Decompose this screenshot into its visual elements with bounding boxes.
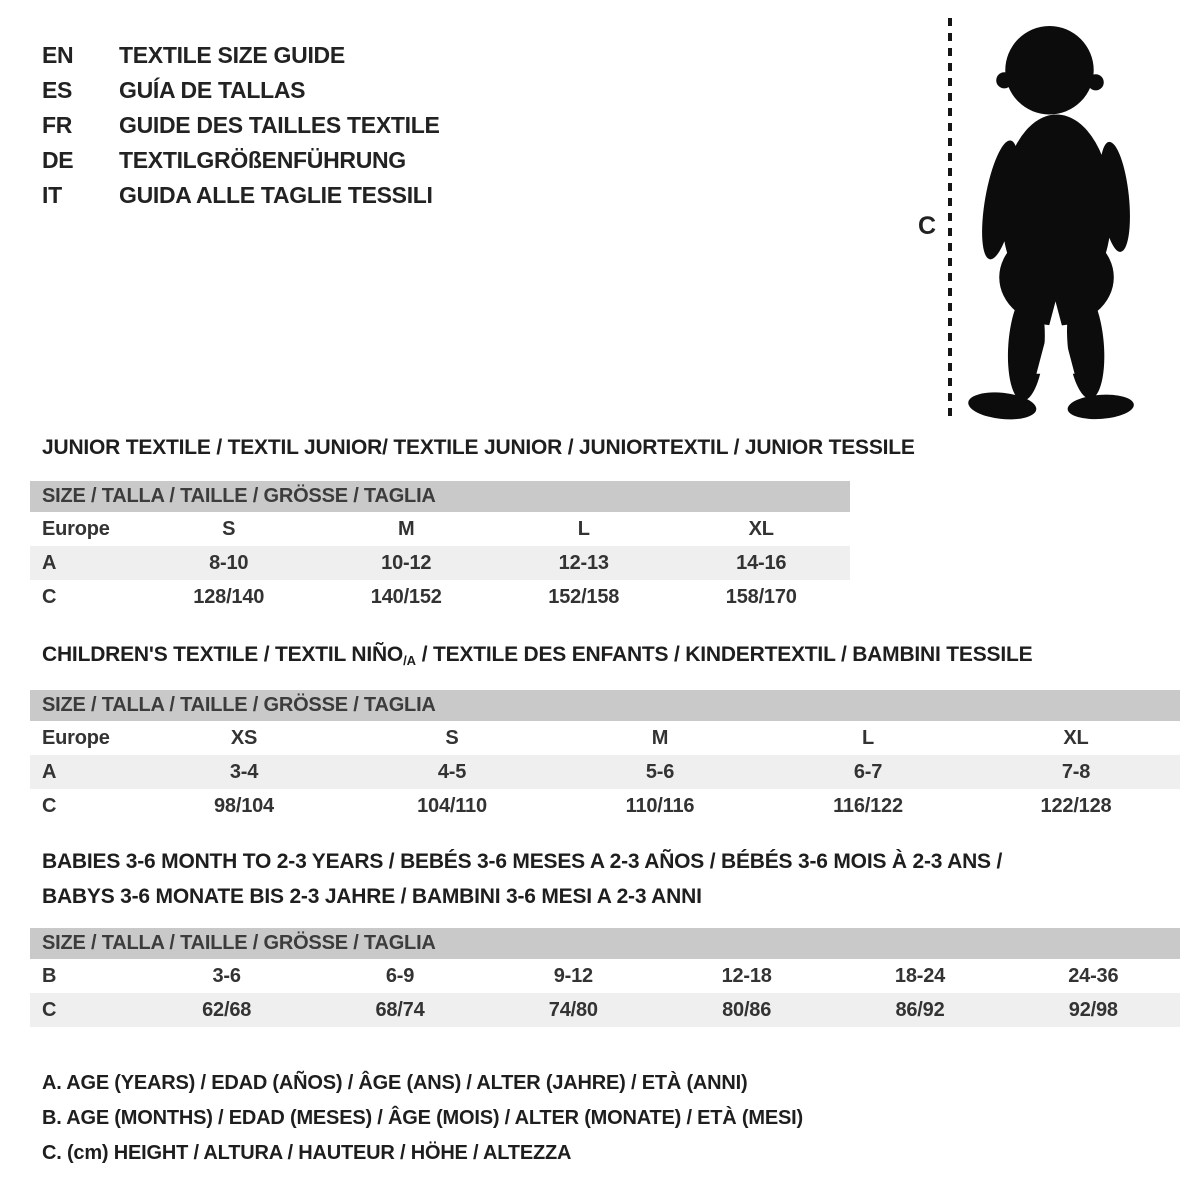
table-row [30,580,850,614]
lang-row-en [42,42,440,77]
height-cell: 104/110 [417,794,487,817]
table-row [30,512,850,546]
height-cell: 116/122 [833,794,903,817]
size-cell: M [398,517,415,540]
height-cell: 140/152 [370,585,442,608]
row-label: B [42,964,57,987]
row-label: C [42,794,57,817]
height-cell: 74/80 [548,998,598,1021]
babies-size-table [30,928,1180,1027]
age-cell: 4-5 [437,760,467,783]
children-size-header-bar: SIZE / TALLA / TAILLE / GRÖSSE / TAGLIA [30,690,1180,721]
age-cell: 5-6 [645,760,675,783]
lang-row-it [42,182,440,217]
baby-silhouette [963,14,1141,426]
height-cell: 86/92 [895,998,945,1021]
table-row [30,721,1180,755]
legend [42,1072,803,1177]
size-cell: XL [748,517,774,540]
lang-row-de [42,147,440,182]
lang-title: TEXTILE SIZE GUIDE [119,42,345,68]
table-row [30,959,1180,993]
lang-code: IT [42,182,62,208]
height-cell: 110/116 [625,794,695,817]
age-cell: 10-12 [381,551,432,574]
lang-title: GUÍA DE TALLAS [119,77,306,103]
height-cell: 68/74 [375,998,425,1021]
height-cell: 158/170 [725,585,797,608]
age-cell: 7-8 [1061,760,1091,783]
children-title-post: / TEXTILE DES ENFANTS / KINDERTEXTIL / BAMBINI TESSILE [416,643,1033,666]
lang-title: TEXTILGRÖßENFÜHRUNG [119,147,406,173]
age-cell: 6-7 [853,760,883,783]
height-cell: 152/158 [548,585,620,608]
height-cell: 128/140 [193,585,265,608]
size-cell: L [861,726,875,749]
junior-section-title: JUNIOR TEXTILE / TEXTIL JUNIOR/ TEXTILE JUNIOR / JUNIORTEXTIL / JUNIOR TESSILE [42,436,915,459]
table-row [30,789,1180,823]
row-label: C [42,585,57,608]
row-label: Europe [42,517,110,540]
age-cell: 3-6 [212,964,241,987]
age-cell: 12-13 [558,551,609,574]
size-cell: M [651,726,669,749]
size-cell: S [445,726,459,749]
lang-code: EN [42,42,74,68]
babies-size-header-bar: SIZE / TALLA / TAILLE / GRÖSSE / TAGLIA [30,928,1180,959]
row-label: C [42,998,57,1021]
age-cell: 9-12 [553,964,593,987]
height-cell: 98/104 [214,794,274,817]
row-label: Europe [42,726,110,749]
lang-title: GUIDA ALLE TAGLIE TESSILI [119,182,433,208]
size-cell: XS [230,726,258,749]
legend-line-a: A. AGE (YEARS) / EDAD (AÑOS) / ÂGE (ANS) / ALTER (JAHRE) / ETÀ (ANNI) [42,1072,748,1094]
table-row [30,755,1180,789]
junior-size-header-bar: SIZE / TALLA / TAILLE / GRÖSSE / TAGLIA [30,481,850,512]
language-title-list [42,42,440,217]
height-measure-label: C [918,212,937,240]
size-cell: L [577,517,590,540]
row-label: A [42,760,57,783]
lang-title: GUIDE DES TAILLES TEXTILE [119,112,440,138]
age-cell: 8-10 [209,551,249,574]
height-cell: 92/98 [1068,998,1118,1021]
children-section-title [42,643,1032,667]
legend-line-c: C. (cm) HEIGHT / ALTURA / HAUTEUR / HÖHE / ALTEZZA [42,1142,572,1164]
children-title-pre: CHILDREN'S TEXTILE / TEXTIL NIÑO [42,643,404,666]
lang-code: ES [42,77,73,103]
age-cell: 24-36 [1068,964,1119,987]
height-dashed-line [948,18,952,416]
babies-section-title-line2: BABYS 3-6 MONATE BIS 2-3 JAHRE / BAMBINI 3-6 MESI A 2-3 ANNI [42,885,702,908]
legend-line-b: B. AGE (MONTHS) / EDAD (MESES) / ÂGE (MOIS) / ALTER (MONATE) / ETÀ (MESI) [42,1107,803,1129]
height-cell: 122/128 [1040,794,1112,817]
height-cell: 62/68 [202,998,252,1021]
table-row [30,993,1180,1027]
babies-section-title-line1: BABIES 3-6 MONTH TO 2-3 YEARS / BEBÉS 3-6 MESES A 2-3 AÑOS / BÉBÉS 3-6 MOIS À 2-3 ANS / [42,850,1003,873]
row-label: A [42,551,57,574]
lang-row-fr [42,112,440,147]
lang-code: DE [42,147,74,173]
age-cell: 6-9 [385,964,415,987]
height-cell: 80/86 [722,998,772,1021]
size-cell: XL [1063,726,1089,749]
age-cell: 3-4 [229,760,259,783]
size-cell: S [222,517,236,540]
age-cell: 12-18 [721,964,772,987]
lang-row-es [42,77,440,112]
children-size-table [30,690,1180,823]
table-row [30,546,850,580]
age-cell: 18-24 [894,964,946,987]
lang-code: FR [42,112,73,138]
junior-size-table [30,481,850,614]
age-cell: 14-16 [736,551,787,574]
children-title-sub: /A [403,653,417,668]
